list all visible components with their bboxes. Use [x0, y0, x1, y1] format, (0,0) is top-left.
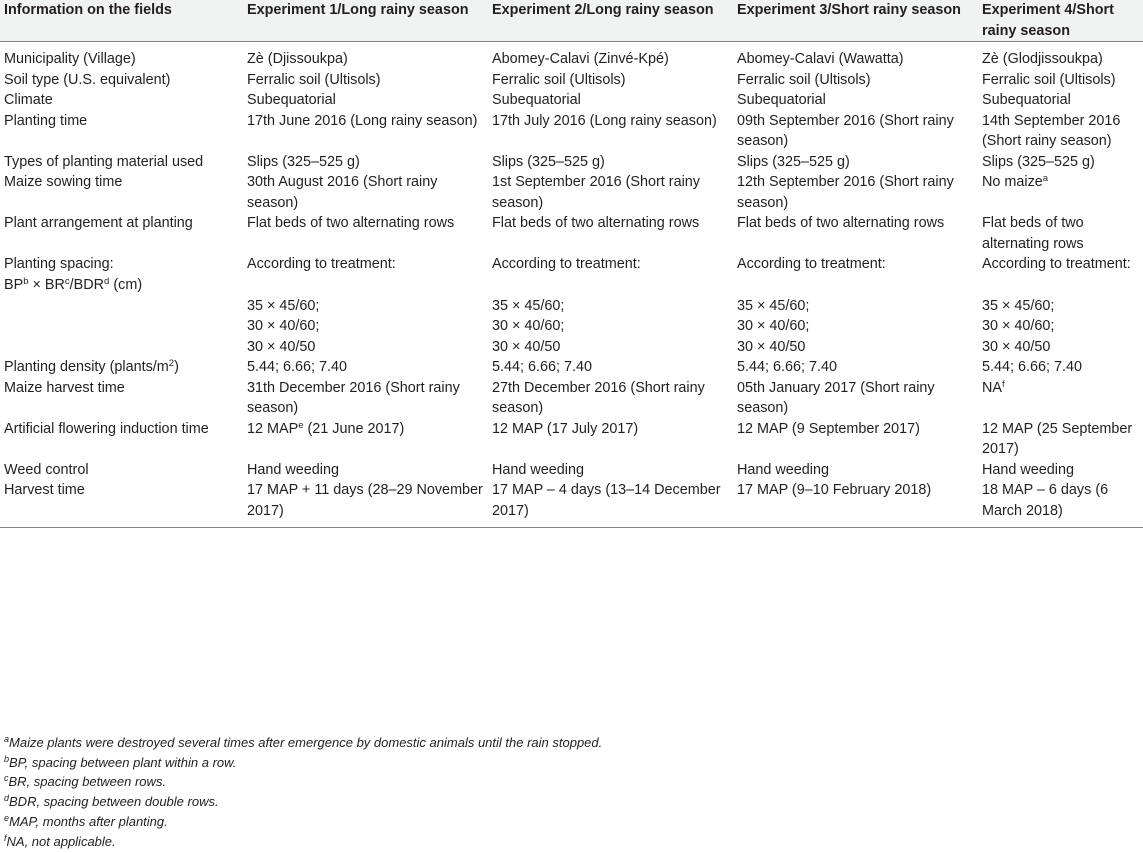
cell-text: 30 × 40/60;	[982, 318, 1055, 334]
table-cell: 1st September 2016 (Short rainy season)	[492, 174, 700, 211]
table-cell: Ferralic soil (Ultisols)	[737, 71, 871, 88]
table-cell: 18 MAP – 6 days (6 March 2018)	[982, 480, 1143, 528]
table-cell: Hand weeding	[492, 461, 585, 478]
table-cell: 30th August 2016 (Short rainy season)	[247, 174, 438, 211]
footnote	[4, 832, 602, 852]
header-experiment-2: Experiment 2/Long rainy season	[492, 0, 737, 42]
table-cell: 5.44; 6.66; 7.40	[737, 359, 838, 375]
row-label	[0, 254, 247, 357]
row-label	[0, 357, 247, 378]
table-cell	[247, 254, 492, 357]
label-text: Planting spacing:	[4, 256, 114, 272]
cell-text: According to treatment:	[247, 256, 396, 272]
header-row	[0, 0, 1143, 42]
cell-text: (21 June 2017)	[303, 420, 405, 437]
table-cell: 17 MAP – 4 days (13–14 December 2017)	[492, 480, 737, 528]
table-cell: 09th September 2016 (Short rainy season)	[737, 112, 954, 149]
cell-text: 30 × 40/50	[737, 338, 806, 355]
table-cell: 31th December 2016 (Short rainy season)	[247, 379, 460, 416]
footnote-marker: b	[23, 275, 29, 287]
table-cell	[737, 254, 982, 357]
cell-text: According to treatment:	[982, 256, 1131, 272]
table-cell: Abomey-Calavi (Zinvé-Kpé)	[492, 51, 669, 67]
table-cell: 05th January 2017 (Short rainy season)	[737, 379, 935, 416]
table-cell: Slips (325–525 g)	[247, 153, 360, 170]
table-row-planting-material	[0, 152, 1143, 173]
table-cell: Subequatorial	[982, 92, 1071, 108]
footnote-text: BP, spacing between plant within a row.	[9, 754, 237, 770]
footnote-marker: d	[4, 793, 10, 804]
footnote-marker: e	[298, 419, 304, 431]
table-cell: Abomey-Calavi (Wawatta)	[737, 51, 904, 67]
cell-text: NA	[982, 379, 1002, 396]
footnote-marker: f	[1002, 378, 1005, 390]
table-cell: 5.44; 6.66; 7.40	[492, 359, 593, 375]
table-cell: 12 MAP (25 September 2017)	[982, 420, 1133, 457]
footnote-marker: e	[4, 812, 10, 823]
table-cell: Zè (Djissoukpa)	[247, 51, 348, 67]
cell-text: 30 × 40/60;	[737, 318, 810, 334]
table-cell: 5.44; 6.66; 7.40	[982, 359, 1083, 375]
table-cell: 27th December 2016 (Short rainy season)	[492, 379, 705, 416]
cell-text: 35 × 45/60;	[492, 297, 565, 314]
footnote-text: BR, spacing between rows.	[8, 774, 167, 790]
table-cell: Ferralic soil (Ultisols)	[247, 71, 381, 88]
row-label: Artificial flowering induction time	[4, 420, 209, 437]
table-cell: Zè (Glodjissoukpa)	[982, 51, 1103, 67]
table-cell	[982, 378, 1143, 419]
row-label: Weed control	[4, 461, 89, 478]
row-label: Types of planting material used	[4, 153, 204, 170]
row-label: Maize harvest time	[4, 379, 125, 396]
table-cell: 17 MAP + 11 days (28–29 November 2017)	[247, 480, 492, 528]
table-row-maize-sowing	[0, 172, 1143, 213]
cell-text: 30 × 40/50	[492, 338, 561, 355]
footnote	[4, 753, 602, 773]
footnote-text: MAP, months after planting.	[9, 813, 168, 829]
table-cell: Ferralic soil (Ultisols)	[982, 71, 1116, 88]
footnote-marker: a	[4, 734, 10, 744]
table-cell: 5.44; 6.66; 7.40	[247, 359, 348, 375]
row-label: Harvest time	[0, 480, 247, 528]
footnote-marker: f	[4, 832, 7, 843]
table-cell: Slips (325–525 g)	[982, 153, 1095, 170]
table-cell: Hand weeding	[982, 461, 1075, 478]
label-text: /BDR	[69, 276, 105, 293]
footnote-marker: d	[104, 275, 110, 287]
footnote-marker: b	[4, 753, 10, 764]
cell-text: 30 × 40/50	[247, 338, 316, 355]
table-row-planting-spacing	[0, 254, 1143, 357]
table-cell: 12 MAP (9 September 2017)	[737, 420, 920, 437]
label-text: (cm)	[109, 276, 143, 293]
table-cell: Flat beds of two alternating rows	[982, 215, 1084, 252]
table-cell: 17 MAP (9–10 February 2018)	[737, 480, 982, 528]
cell-text: No maize	[982, 174, 1043, 190]
table-row-flowering-induction	[0, 419, 1143, 460]
table-cell: Subequatorial	[492, 92, 581, 108]
cell-text: 35 × 45/60;	[737, 297, 810, 314]
footnote-marker: a	[1042, 173, 1049, 184]
cell-text: 30 × 40/60;	[492, 318, 565, 334]
table-row-plant-arrangement	[0, 213, 1143, 254]
cell-text: 30 × 40/50	[982, 338, 1051, 355]
footnote-marker: c	[64, 275, 70, 287]
footnote-text: BDR, spacing between double rows.	[9, 794, 219, 810]
table-cell: 12th September 2016 (Short rainy season)	[737, 174, 954, 211]
table-row-maize-harvest	[0, 378, 1143, 419]
table-row-planting-time	[0, 111, 1143, 152]
footnote	[4, 733, 602, 753]
cell-text: According to treatment:	[737, 256, 886, 272]
label-text: )	[174, 359, 179, 375]
table-cell: Subequatorial	[737, 92, 826, 108]
cell-text: 30 × 40/60;	[247, 318, 320, 334]
table-cell: Slips (325–525 g)	[492, 153, 605, 170]
table-cell	[982, 172, 1143, 213]
row-label: Municipality (Village)	[4, 51, 136, 67]
row-label: Soil type (U.S. equivalent)	[4, 71, 171, 88]
header-experiment-4: Experiment 4/Short rainy season	[982, 0, 1143, 42]
table-row-planting-density	[0, 357, 1143, 378]
table-cell: Ferralic soil (Ultisols)	[492, 71, 626, 88]
table-row-climate	[0, 90, 1143, 111]
table-cell: Hand weeding	[247, 461, 340, 478]
header-experiment-3: Experiment 3/Short rainy season	[737, 0, 982, 42]
footnote-text: Maize plants were destroyed several times after emergence by domestic animals until the rain stopped.	[9, 735, 603, 750]
table-row-soil-type	[0, 70, 1143, 91]
table-cell	[247, 419, 492, 460]
table-cell: 17th July 2016 (Long rainy season)	[492, 112, 717, 129]
cell-text: 35 × 45/60;	[247, 297, 320, 314]
cell-text: According to treatment:	[492, 256, 641, 272]
table-footnotes	[4, 733, 602, 851]
superscript: 2	[168, 358, 175, 369]
footnote	[4, 812, 602, 832]
footnote	[4, 772, 602, 792]
table-cell: 17th June 2016 (Long rainy season)	[247, 112, 478, 129]
row-label: Planting time	[4, 112, 88, 129]
label-text: BP	[4, 276, 24, 293]
table-cell	[492, 254, 737, 357]
table-cell: Hand weeding	[737, 461, 830, 478]
table-cell: Slips (325–525 g)	[737, 153, 850, 170]
header-experiment-1: Experiment 1/Long rainy season	[247, 0, 492, 42]
table-row-harvest-time	[0, 480, 1143, 528]
footnote	[4, 792, 602, 812]
table-cell: Subequatorial	[247, 92, 336, 108]
header-information: Information on the fields	[0, 0, 247, 42]
label-text: Planting density (plants/m	[4, 359, 169, 375]
table-cell	[982, 254, 1143, 357]
row-label: Plant arrangement at planting	[4, 215, 193, 231]
table-cell: 14th September 2016 (Short rainy season)	[982, 112, 1121, 149]
table-cell: Flat beds of two alternating rows	[492, 215, 700, 231]
table-cell: Flat beds of two alternating rows	[247, 215, 455, 231]
footnote-text: NA, not applicable.	[6, 833, 116, 849]
label-text: × BR	[28, 276, 65, 293]
table-cell: 12 MAP (17 July 2017)	[492, 420, 639, 437]
table-row-weed-control	[0, 460, 1143, 481]
footnote-marker: c	[4, 773, 9, 784]
cell-text: 35 × 45/60;	[982, 297, 1055, 314]
cell-text: 12 MAP	[247, 420, 299, 437]
row-label: Climate	[4, 92, 53, 108]
row-label: Maize sowing time	[4, 174, 123, 190]
table-row-municipality	[0, 42, 1143, 70]
table-cell: Flat beds of two alternating rows	[737, 215, 945, 231]
